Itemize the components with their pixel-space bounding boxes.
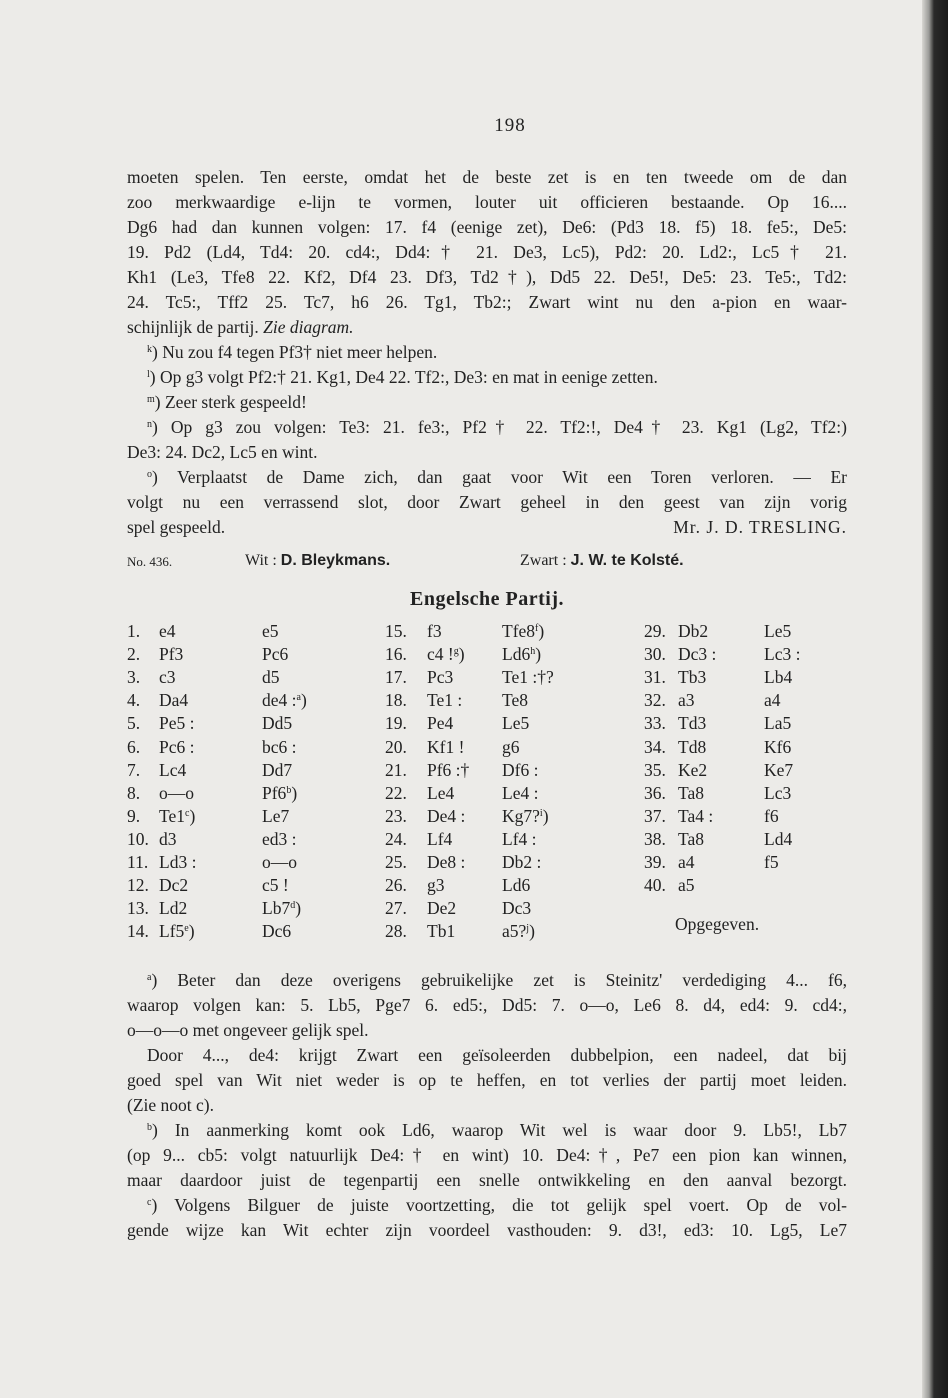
- move-number: 9.: [127, 806, 141, 826]
- move-number: 18.: [385, 690, 407, 710]
- move-number: 25.: [385, 852, 407, 872]
- black-move: Le5: [764, 621, 792, 641]
- black-move: o—o: [262, 852, 297, 872]
- white-move: De4 :: [427, 806, 466, 826]
- door-line1: Door 4..., de4: krijgt Zwart een geïsoleerden dubbelpion, een nadeel, dat bij: [147, 1045, 847, 1065]
- white-move-cell: Te1$^c$): [159, 806, 196, 826]
- move-number: 20.: [385, 737, 407, 757]
- signature: Mr. J. D. TRESLING.: [673, 517, 847, 537]
- black-move-note-mark: d: [290, 900, 296, 911]
- move-number: 31.: [644, 667, 666, 687]
- white-move: Kf1 !: [427, 737, 465, 757]
- white-move-note-mark: e: [184, 923, 189, 934]
- note-o-line3: spel gespeeld.: [127, 517, 226, 537]
- black-move: a4: [764, 690, 781, 710]
- white-move: Lf5: [159, 921, 185, 941]
- move-number: 27.: [385, 898, 407, 918]
- text-line: schijnlijk de partij.: [127, 317, 259, 337]
- note-b-line3: maar daardoor juist de tegenpartij een snelle ontwikkeling en den aanval bezorgt.: [127, 1170, 847, 1190]
- move-number: 7.: [127, 760, 141, 780]
- black-move: Dc6: [262, 921, 292, 941]
- move-number: 3.: [127, 667, 141, 687]
- move-number: 30.: [644, 644, 666, 664]
- white-move: g3: [427, 875, 445, 895]
- white-move: Pc6 :: [159, 737, 195, 757]
- white-move-note-mark: g: [453, 646, 459, 657]
- black-move: ed3 :: [262, 829, 297, 849]
- move-number: 1.: [127, 621, 141, 641]
- text-line: 19. Pd2 (Ld4, Td4: 20. cd4:, Dd4:† 21. De3, Lc5), Pd2: 20. Ld2:, Lc5† 21.: [127, 242, 847, 262]
- note-a-line3: o—o—o met ongeveer gelijk spel.: [127, 1020, 369, 1040]
- move-number: 8.: [127, 783, 141, 803]
- white-move: Ta8: [678, 783, 704, 803]
- black-move: Lb4: [764, 667, 793, 687]
- diagram-reference: Zie diagram.: [263, 317, 354, 337]
- black-move-cell: Lb7$^d$): [262, 898, 302, 918]
- door-line2: goed spel van Wit niet weder is op te heffen, en tot verlies der partij moet leiden.: [127, 1070, 847, 1090]
- black-move: g6: [502, 737, 520, 757]
- black-move: e5: [262, 621, 279, 641]
- black-move: f6: [764, 806, 779, 826]
- note-c-line2: gende wijze kan Wit echter zijn voordeel vasthouden: 9. d3!, ed3: 10. Lg5, Le7: [127, 1220, 847, 1240]
- white-move: f3: [427, 621, 442, 641]
- move-number: 26.: [385, 875, 407, 895]
- note-n-line1: $^n$) Op g3 zou volgen: Te3: 21. fe3:, Pf2† 22. Tf2:!, De4† 23. Kg1 (Lg2, Tf2:): [147, 417, 847, 437]
- game-number: No. 436.: [127, 554, 173, 569]
- white-move: De8 :: [427, 852, 466, 872]
- move-number: 19.: [385, 713, 407, 733]
- black-move: Pc6: [262, 644, 289, 664]
- move-number: 21.: [385, 760, 407, 780]
- black-move: f5: [764, 852, 779, 872]
- note-o-line2: volgt nu een verrassend slot, door Zwart geheel in den geest van zijn vorig: [127, 492, 847, 512]
- white-move: Td3: [678, 713, 707, 733]
- door-line3: (Zie noot c).: [127, 1095, 214, 1115]
- black-move: Ld6: [502, 644, 531, 664]
- black-move-note-mark: b: [286, 785, 292, 796]
- black-move: Le5: [502, 713, 530, 733]
- black-move: Lc3: [764, 783, 792, 803]
- white-move: Da4: [159, 690, 189, 710]
- black-move: Le4 :: [502, 783, 539, 803]
- black-move: Tfe8: [502, 621, 536, 641]
- move-number: 35.: [644, 760, 666, 780]
- white-move: Pf6 :†: [427, 760, 470, 780]
- black-move: Lc3 :: [764, 644, 801, 664]
- white-move: d3: [159, 829, 177, 849]
- move-number: 6.: [127, 737, 141, 757]
- black-move-cell: Tfe8$^f$): [502, 621, 545, 641]
- black-move-cell: Pf6$^b$): [262, 783, 298, 803]
- text-line: 24. Tc5:, Tff2 25. Tc7, h6 26. Tg1, Tb2:; Zwart wint nu den a-pion en waar-: [127, 292, 847, 312]
- move-number: 29.: [644, 621, 666, 641]
- black-move: Ld6: [502, 875, 531, 895]
- black-move: Pf6: [262, 783, 287, 803]
- white-move: Db2: [678, 621, 709, 641]
- move-number: 14.: [127, 921, 149, 941]
- white-move: Le4: [427, 783, 455, 803]
- page-edge-shadow: [922, 0, 948, 1398]
- white-move-cell: c4 !$^g$): [427, 644, 465, 664]
- black-move: Te1 :†?: [502, 667, 554, 687]
- note-b-line1: $^b$) In aanmerking komt ook Ld6, waarop Wit wel is waar door 9. Lb5!, Lb7: [147, 1120, 848, 1140]
- move-number: 23.: [385, 806, 407, 826]
- top-paragraph: [127, 165, 847, 540]
- move-number: 15.: [385, 621, 407, 641]
- white-move: Pe4: [427, 713, 454, 733]
- text-line: Dg6 had dan kunnen volgen: 17. f4 (eenige zet), De6: (Pd3 18. f5) 18. fe5:, De5:: [127, 217, 847, 237]
- resigned-label: Opgegeven.: [675, 914, 760, 934]
- black-move: Lb7: [262, 898, 291, 918]
- black-move: Kg7?: [502, 806, 540, 826]
- white-move: Pc3: [427, 667, 454, 687]
- black-move: Df6 :: [502, 760, 539, 780]
- black-move: a5?: [502, 921, 527, 941]
- white-move: Dc2: [159, 875, 189, 895]
- move-number: 17.: [385, 667, 407, 687]
- move-number: 10.: [127, 829, 149, 849]
- black-move-note-mark: h: [530, 646, 536, 657]
- black-move-cell: de4 :$^a$): [262, 690, 307, 710]
- text-line: moeten spelen. Ten eerste, omdat het de beste zet is en ten tweede om de dan: [127, 167, 847, 187]
- black-move-cell: a5?$^j$): [502, 921, 535, 941]
- black-move: Ke7: [764, 760, 794, 780]
- black-move: Dc3: [502, 898, 532, 918]
- black-move-note-mark: j: [526, 923, 530, 934]
- move-number: 13.: [127, 898, 149, 918]
- white-move: Dc3 :: [678, 644, 717, 664]
- note-n-line2: De3: 24. Dc2, Lc5 en wint.: [127, 442, 318, 462]
- white-move: Td8: [678, 737, 707, 757]
- black-move: Le7: [262, 806, 290, 826]
- note-a-line2: waarop volgen kan: 5. Lb5, Pge7 6. ed5:, Dd5: 7. o—o, Le6 8. d4, ed4: 9. cd4:,: [127, 995, 847, 1015]
- black-move: Dd5: [262, 713, 293, 733]
- white-move: a3: [678, 690, 695, 710]
- white-move: Ta4 :: [678, 806, 714, 826]
- white-move: Pe5 :: [159, 713, 195, 733]
- move-number: 11.: [127, 852, 149, 872]
- move-number: 38.: [644, 829, 666, 849]
- black-move-note-mark: a: [296, 692, 301, 703]
- note-b-line2: (op 9... cb5: volgt natuurlijk De4:† en wint) 10. De4:†, Pe7 een pion kan winnen,: [127, 1145, 847, 1165]
- move-number: 32.: [644, 690, 666, 710]
- black-move: de4 :: [262, 690, 297, 710]
- move-number: 12.: [127, 875, 149, 895]
- white-move: Ld3 :: [159, 852, 197, 872]
- game-title: Engelsche Partij.: [409, 588, 565, 610]
- move-number: 22.: [385, 783, 407, 803]
- white-move: Lf4: [427, 829, 453, 849]
- white-move: De2: [427, 898, 457, 918]
- white-player: Wit : D. Bleykmans.: [245, 552, 391, 569]
- white-move: Tb1: [427, 921, 456, 941]
- white-move: Pf3: [159, 644, 184, 664]
- note-m: $^m$) Zeer sterk gespeeld!: [147, 392, 307, 412]
- black-move: Lf4 :: [502, 829, 537, 849]
- white-move-note-mark: c: [185, 808, 190, 819]
- black-move: Ld4: [764, 829, 793, 849]
- white-move: Te1: [159, 806, 185, 826]
- move-number: 33.: [644, 713, 666, 733]
- black-move-note-mark: i: [539, 808, 543, 819]
- white-move: a4: [678, 852, 695, 872]
- move-number: 40.: [644, 875, 666, 895]
- white-move: a5: [678, 875, 695, 895]
- white-move: Ta8: [678, 829, 704, 849]
- black-move: bc6 :: [262, 737, 297, 757]
- text-line: zoo merkwaardige e-lijn te vormen, louter uit officieren bestaande. Op 16....: [127, 192, 847, 212]
- note-c-line1: $^c$) Volgens Bilguer de juiste voortzetting, die tot gelijk spel voert. Op de vol-: [147, 1195, 847, 1215]
- move-number: 2.: [127, 644, 141, 664]
- page-number: 198: [494, 115, 526, 136]
- move-number: 16.: [385, 644, 407, 664]
- white-move: Lc4: [159, 760, 187, 780]
- white-move: Te1 :: [427, 690, 463, 710]
- bottom-notes: [127, 968, 847, 1243]
- white-move: c3: [159, 667, 176, 687]
- move-number: 4.: [127, 690, 141, 710]
- note-o-line1: $^o$) Verplaatst de Dame zich, dan gaat voor Wit een Toren verloren. — Er: [147, 467, 847, 487]
- black-player: Zwart : J. W. te Kolsté.: [520, 552, 684, 569]
- note-k: $^k$) Nu zou f4 tegen Pf3† niet meer helpen.: [147, 342, 438, 362]
- white-move-cell: Lf5e): [159, 921, 195, 941]
- white-move: Tb3: [678, 667, 707, 687]
- move-number: 34.: [644, 737, 666, 757]
- move-number: 24.: [385, 829, 407, 849]
- black-move-cell: Kg7?$^i$): [502, 806, 549, 826]
- white-move: Ke2: [678, 760, 708, 780]
- black-move: Kf6: [764, 737, 792, 757]
- white-move: c4 !: [427, 644, 454, 664]
- note-l: $^l$) Op g3 volgt Pf2:† 21. Kg1, De4 22. Tf2:, De3: en mat in eenige zetten.: [147, 367, 658, 387]
- move-number: 37.: [644, 806, 666, 826]
- black-move: c5 !: [262, 875, 289, 895]
- white-move: o—o: [159, 783, 194, 803]
- black-move: La5: [764, 713, 792, 733]
- black-move-note-mark: f: [535, 623, 539, 634]
- black-move-cell: Ld6$^h$): [502, 644, 542, 664]
- move-number: 39.: [644, 852, 666, 872]
- move-number: 28.: [385, 921, 407, 941]
- white-move: Ld2: [159, 898, 188, 918]
- black-move: d5: [262, 667, 280, 687]
- move-number: 5.: [127, 713, 141, 733]
- text-line: Kh1 (Le3, Tfe8 22. Kf2, Df4 23. Df3, Td2†), Dd5 22. De5!, De5: 23. Te5:, Td2:: [127, 267, 847, 287]
- black-move: Te8: [502, 690, 528, 710]
- black-move: Dd7: [262, 760, 293, 780]
- white-move: e4: [159, 621, 176, 641]
- note-a-line1: $^a$) Beter dan deze overigens gebruikelijke zet is Steinitz' verdediging 4... f6,: [147, 970, 847, 990]
- move-number: 36.: [644, 783, 666, 803]
- black-move: Db2 :: [502, 852, 542, 872]
